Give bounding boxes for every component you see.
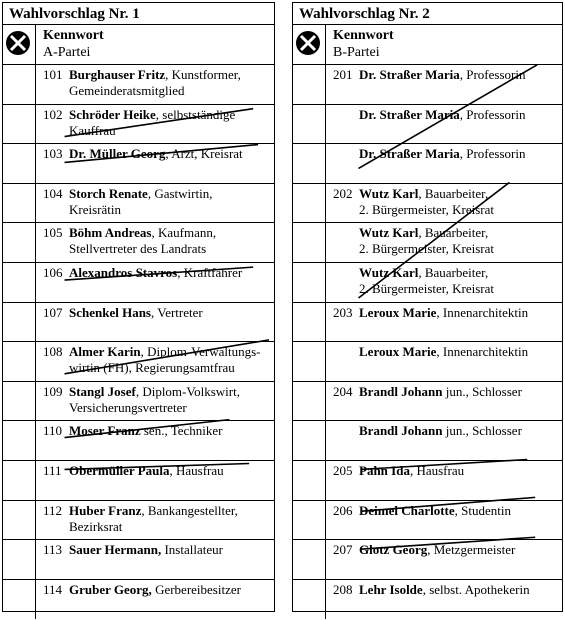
candidate-row <box>3 540 274 580</box>
candidate-vote-box[interactable] <box>293 580 326 620</box>
candidate-occupation: , Bauarbeiter, <box>418 265 489 280</box>
candidate-vote-box[interactable] <box>293 105 326 144</box>
candidate-occupation-line2: 2. Bürgermeister, Kreisrat <box>359 281 494 296</box>
candidate-row <box>293 144 562 184</box>
candidate-occupation: , Innenarchitektin <box>436 344 529 360</box>
candidate-vote-box[interactable] <box>293 65 326 104</box>
candidate-name: Brandl Johann <box>359 423 443 439</box>
candidate-name: Wutz Karl <box>359 225 419 241</box>
candidate-occupation: Installateur <box>161 542 223 558</box>
candidate-occupation: , Hausfrau <box>169 463 224 478</box>
candidate-row <box>3 421 274 461</box>
candidate-number: 111 <box>43 463 62 478</box>
ballot-title: Wahlvorschlag Nr. 1 <box>3 3 274 25</box>
candidate-number: 204 <box>333 383 353 399</box>
party-name: A-Partei <box>43 45 91 60</box>
candidate-name: Leroux Marie <box>359 304 437 320</box>
candidate-occupation-line2: Kauffrau <box>69 122 116 138</box>
candidate-row <box>293 263 562 303</box>
candidate-occupation: , selbstständige <box>155 106 236 122</box>
candidate-occupation: , Hausfrau <box>409 463 465 478</box>
candidate-occupation: sen., Techniker <box>140 423 223 439</box>
candidate-number: 108 <box>43 344 63 360</box>
candidate-row <box>293 223 562 263</box>
candidate-occupation: , Diplom-Volkswirt, <box>135 383 240 399</box>
candidate-occupation-line2: Stellvertreter des Landrats <box>69 241 207 257</box>
candidate-name: Wutz Karl <box>359 265 419 280</box>
candidate-occupation: , Bankangestellter, <box>141 502 238 518</box>
candidate-vote-box[interactable] <box>3 461 36 500</box>
candidate-vote-box[interactable] <box>3 501 36 540</box>
candidate-vote-box[interactable] <box>3 303 36 342</box>
candidate-number: 206 <box>333 502 353 518</box>
candidate-name: Huber Franz <box>69 502 142 518</box>
candidate-vote-box[interactable] <box>293 303 326 342</box>
candidate-occupation: , Bauarbeiter, <box>418 185 489 201</box>
candidate-vote-box[interactable] <box>3 223 36 262</box>
candidate-vote-box[interactable] <box>293 223 326 262</box>
candidate-occupation-line2: 2. Bürgermeister, Kreisrat <box>359 241 494 257</box>
candidate-vote-box[interactable] <box>3 580 36 620</box>
candidate-occupation-line2: 2. Bürgermeister, Kreisrat <box>359 201 494 217</box>
candidate-name: Böhm Andreas <box>69 225 152 241</box>
candidate-number: 202 <box>333 185 353 201</box>
candidate-name: Alexandros Stavros <box>69 265 178 280</box>
candidate-row <box>3 303 274 343</box>
candidate-vote-box[interactable] <box>293 540 326 579</box>
candidate-row <box>3 263 274 303</box>
candidate-name: Obermüller Paula <box>69 463 170 478</box>
candidate-row <box>293 303 562 343</box>
candidate-name: Schenkel Hans <box>69 304 151 320</box>
candidate-row <box>3 580 274 620</box>
candidate-number: 109 <box>43 383 63 399</box>
cross-circle-icon <box>293 25 326 63</box>
candidate-row <box>293 382 562 422</box>
candidate-vote-box[interactable] <box>293 461 326 500</box>
candidate-name: Glotz Georg <box>359 542 428 558</box>
candidate-row <box>3 501 274 541</box>
candidate-row <box>3 342 274 382</box>
candidate-name: Schröder Heike <box>69 106 156 122</box>
party-name: B-Partei <box>333 45 380 60</box>
candidate-occupation: , Kraftfahrer <box>177 265 243 280</box>
candidate-occupation: jun., Schlosser <box>442 383 522 399</box>
candidate-occupation: , Professorin <box>459 106 526 122</box>
candidate-row <box>3 65 274 105</box>
candidate-name: Dr. Straßer Maria <box>359 67 460 82</box>
candidate-occupation: , Vertreter <box>151 304 203 320</box>
candidate-occupation-line2: Kreisrätin <box>69 201 121 217</box>
candidate-vote-box[interactable] <box>293 421 326 460</box>
candidate-name: Pahn Ida <box>359 463 410 478</box>
candidate-vote-box[interactable] <box>3 263 36 302</box>
candidate-vote-box[interactable] <box>293 382 326 421</box>
ballot-wahlvorschlag-1 <box>2 2 275 612</box>
candidate-occupation: , Metzgermeister <box>427 542 516 558</box>
candidate-name: Storch Renate <box>69 185 148 201</box>
candidate-occupation: , Gastwirtin, <box>147 185 213 201</box>
candidate-number: 105 <box>43 225 63 241</box>
candidate-occupation-line2: Bezirksrat <box>69 518 123 534</box>
candidate-number: 104 <box>43 185 63 201</box>
candidate-name: Lehr Isolde <box>359 581 423 597</box>
candidate-vote-box[interactable] <box>3 184 36 223</box>
candidate-number: 205 <box>333 463 353 478</box>
candidate-number: 114 <box>43 581 63 597</box>
candidate-number: 207 <box>333 542 353 558</box>
candidate-number: 208 <box>333 581 353 597</box>
candidate-occupation: , Studentin <box>454 502 512 518</box>
candidate-number: 102 <box>43 106 63 122</box>
candidate-name: Almer Karin <box>69 344 141 360</box>
kennwort-row <box>3 25 274 65</box>
candidate-vote-box[interactable] <box>3 144 36 183</box>
candidate-vote-box[interactable] <box>293 184 326 223</box>
ballot-wahlvorschlag-2 <box>292 2 563 612</box>
candidate-number: 106 <box>43 265 63 280</box>
candidate-vote-box[interactable] <box>3 65 36 104</box>
candidate-vote-box[interactable] <box>3 382 36 421</box>
candidate-name: Wutz Karl <box>359 185 419 201</box>
candidate-name: Moser Franz <box>69 423 141 439</box>
candidate-row <box>3 105 274 145</box>
candidate-occupation: Gerbereibesitzer <box>151 581 241 597</box>
candidate-occupation: , selbst. Apothekerin <box>422 581 530 597</box>
candidate-name: Dr. Straßer Maria <box>359 106 460 122</box>
candidate-occupation-line2: wirtin (FH), Regierungsamtfrau <box>69 360 235 376</box>
candidate-number: 110 <box>43 423 63 439</box>
candidate-occupation-line2: Versicherungsvertreter <box>69 399 187 415</box>
candidate-number: 113 <box>43 542 63 558</box>
party-vote-box[interactable] <box>3 25 36 64</box>
candidate-row <box>293 461 562 501</box>
candidate-name: Dr. Straßer Maria <box>359 146 460 162</box>
candidate-occupation: , Kaufmann, <box>151 225 217 241</box>
candidate-row <box>3 382 274 422</box>
candidate-list <box>3 65 274 611</box>
candidate-row <box>3 144 274 184</box>
candidate-occupation: , Innenarchitektin <box>436 304 529 320</box>
candidate-occupation: , Professorin <box>459 146 526 162</box>
candidate-occupation: , Professorin <box>459 67 526 82</box>
candidate-row <box>293 580 562 620</box>
candidate-row <box>293 184 562 224</box>
candidate-number: 203 <box>333 304 353 320</box>
kennwort-label: Kennwort <box>43 28 104 43</box>
candidate-vote-box[interactable] <box>3 105 36 144</box>
candidate-vote-box[interactable] <box>293 263 326 302</box>
party-vote-box[interactable] <box>293 25 326 64</box>
candidate-row <box>293 65 562 105</box>
candidate-row <box>293 421 562 461</box>
candidate-occupation: jun., Schlosser <box>442 423 522 439</box>
candidate-name: Gruber Georg, <box>69 581 152 597</box>
candidate-row <box>3 184 274 224</box>
candidate-number: 101 <box>43 67 63 82</box>
cross-circle-icon <box>3 25 36 63</box>
candidate-vote-box[interactable] <box>3 421 36 460</box>
kennwort-label: Kennwort <box>333 28 394 43</box>
candidate-occupation: , Bauarbeiter, <box>418 225 489 241</box>
candidate-name: Stangl Josef <box>69 383 136 399</box>
candidate-name: Deimel Charlotte <box>359 502 455 518</box>
candidate-row <box>3 461 274 501</box>
candidate-vote-box[interactable] <box>293 144 326 183</box>
candidate-name: Burghauser Fritz <box>69 67 166 82</box>
candidate-number: 107 <box>43 304 63 320</box>
candidate-number: 103 <box>43 146 63 162</box>
candidate-occupation-line2: Gemeinderatsmitglied <box>69 83 185 98</box>
candidate-row <box>293 501 562 541</box>
candidate-name: Leroux Marie <box>359 344 437 360</box>
candidate-occupation: , Kunstformer, <box>165 67 241 82</box>
candidate-vote-box[interactable] <box>3 342 36 381</box>
candidate-row <box>293 105 562 145</box>
candidate-name: Sauer Hermann, <box>69 542 162 558</box>
candidate-vote-box[interactable] <box>293 501 326 540</box>
candidate-vote-box[interactable] <box>3 540 36 579</box>
candidate-name: Dr. Müller Georg <box>69 146 166 162</box>
candidate-vote-box[interactable] <box>293 342 326 381</box>
candidate-occupation: , Diplom-Verwaltungs- <box>140 344 261 360</box>
candidate-row <box>3 223 274 263</box>
candidate-occupation: , Arzt, Kreisrat <box>165 146 243 162</box>
candidate-row <box>293 540 562 580</box>
candidate-row <box>293 342 562 382</box>
kennwort-row <box>293 25 562 65</box>
ballot-title: Wahlvorschlag Nr. 2 <box>293 3 562 25</box>
candidate-name: Brandl Johann <box>359 383 443 399</box>
candidate-number: 112 <box>43 502 63 518</box>
candidate-number: 201 <box>333 67 353 82</box>
candidate-list <box>293 65 562 611</box>
